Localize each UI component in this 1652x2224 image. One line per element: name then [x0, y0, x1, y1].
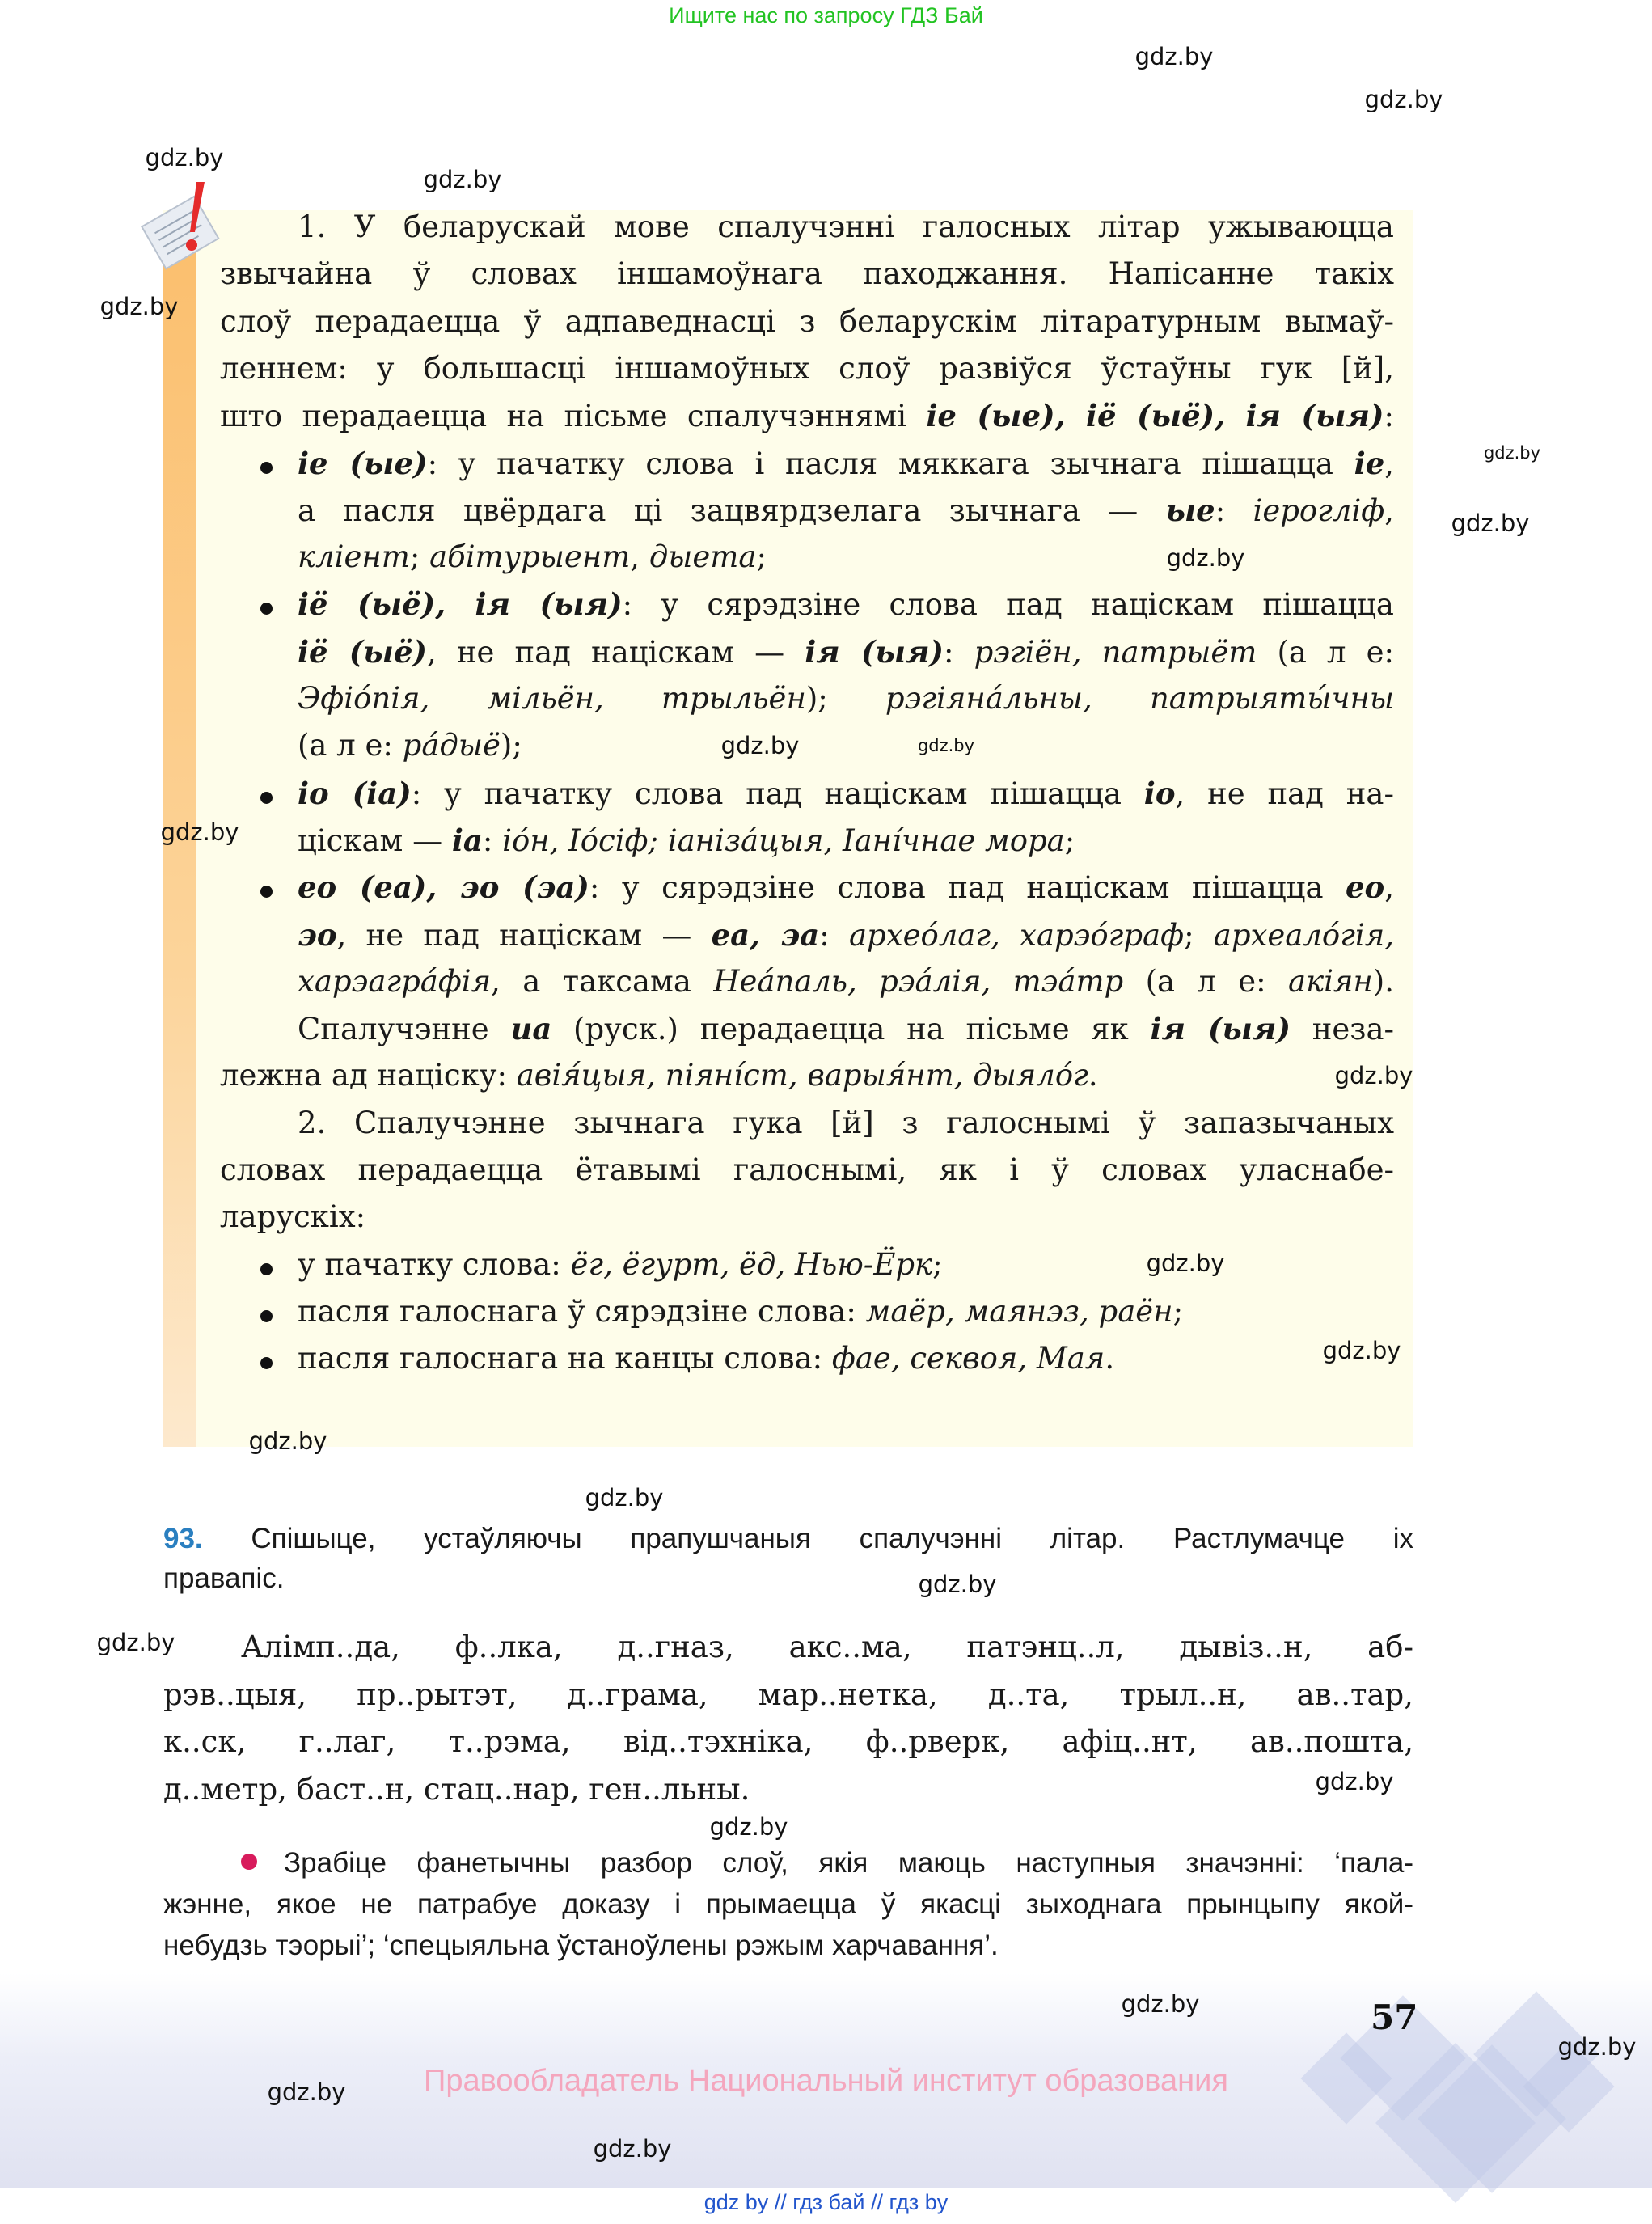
rule-line — [298, 534, 767, 581]
rule-text-run: ларускіх: — [220, 1199, 366, 1235]
rule-text-run: : у сярэдзіне слова пад націскам пішацца — [589, 870, 1346, 906]
rule-text-run: , не пад на- — [1175, 776, 1394, 811]
rule-text-run: : — [819, 917, 849, 953]
example-words: ра́дыё — [402, 728, 501, 763]
letter-combination: іё (ыё), ія (ыя) — [298, 586, 623, 623]
example-words: акіян — [1287, 963, 1373, 999]
task-bullet-icon — [241, 1854, 257, 1870]
rule-text-run: 1. У беларускай мове спалучэнні галосных літар ужываюцца — [298, 209, 1394, 244]
exercise-words-line: Алімп..да, ф..лка, д..гназ, акс..ма, патэнц..л, дывіз..н, аб- — [241, 1630, 1413, 1664]
watermark: gdz.by — [720, 732, 800, 759]
watermark: gdz.by — [1322, 1337, 1401, 1364]
rule-text-run: : у сярэдзіне слова пад націскам пішацца — [622, 587, 1394, 623]
bullet-icon — [260, 792, 273, 804]
rule-text-run: (а л е: — [1257, 634, 1394, 670]
example-words: маёр, маянэз, раён — [865, 1293, 1173, 1329]
rule-text-run: ; — [1172, 1293, 1184, 1329]
watermark: gdz.by — [96, 1629, 175, 1656]
rule-text-run: (а л е: — [298, 728, 403, 763]
exercise-text: Спішыце, устаўляючы прапушчаныя спалучэнні літар. Растлумачце іх — [202, 1523, 1413, 1554]
exercise-words-line: рэв..цыя, пр..рытэт, д..грама, мар..нетка, д..та, трыл..н, ав..тар, — [163, 1676, 1413, 1712]
rule-text-run: (руск.) перадаецца на пісьме як — [551, 1012, 1151, 1047]
watermark: gdz.by — [593, 2135, 672, 2163]
letter-combination: іа — [451, 822, 483, 858]
rule-text-run: неза- — [1290, 1012, 1395, 1047]
rule-text-run: у пачатку слова: — [298, 1246, 571, 1282]
rule-line — [298, 581, 1394, 628]
rule-text-run: пасля галоснага ў сярэдзіне слова: — [298, 1293, 866, 1329]
watermark: gdz.by — [1315, 1768, 1394, 1795]
rule-line — [220, 1194, 365, 1241]
example-words: абітурыент — [429, 539, 631, 575]
example-words: фае, секвоя, Мая — [831, 1341, 1105, 1376]
rule-text-run: ; — [1184, 917, 1214, 953]
rule-line — [298, 770, 1394, 817]
rule-line — [220, 1052, 1098, 1099]
rule-text-run: лежна ад націску: — [220, 1058, 517, 1093]
letter-combination: ые — [1165, 492, 1215, 528]
rule-text-run: леннем: у большасці іншамоўных слоў развіўся ўстаўны гук [й], — [220, 350, 1394, 386]
letter-combination: іо — [1143, 775, 1176, 811]
example-words: іерогліф — [1253, 493, 1385, 528]
example-words: архео́лаг, харэо́граф — [848, 917, 1185, 953]
rule-line — [298, 1288, 1183, 1335]
rule-text-run: : — [944, 634, 974, 670]
rule-line — [298, 958, 1394, 1005]
rule-text-run: ). — [1372, 963, 1394, 999]
rule-line — [298, 204, 1394, 251]
rule-text-run: . — [1105, 1341, 1115, 1376]
watermark: gdz.by — [917, 736, 975, 755]
page-number: 57 — [1371, 1998, 1418, 2037]
exercise-words-line: д..метр, баст..н, стац..нар, ген..льны. — [163, 1771, 750, 1807]
rule-text-run: , а таксама — [491, 963, 714, 999]
task-line: небудзь тэорыі’; ‘спецыяльна ўстаноўлены рэжым харчавання’. — [163, 1930, 999, 1961]
rule-text-run: Спалучэнне — [298, 1012, 511, 1047]
example-words: Эфіо́пія, мільён, трыльён — [298, 681, 806, 716]
rule-text-run: : у пачатку слова пад націскам пішацца — [411, 776, 1144, 811]
example-words: дыета — [649, 539, 757, 575]
rule-line — [220, 251, 1394, 298]
rule-text-run: : — [1384, 399, 1394, 434]
rule-line — [298, 1100, 1394, 1147]
watermark: gdz.by — [585, 1484, 664, 1512]
watermark: gdz.by — [160, 818, 239, 846]
watermark: gdz.by — [145, 144, 224, 171]
letter-combination: іе (ые) — [298, 445, 428, 481]
example-words: рэгіяна́льны, патрыяты́чны — [885, 681, 1394, 716]
rule-line — [298, 675, 1394, 722]
exercise-instruction-line: правапіс. — [163, 1562, 285, 1594]
rule-line — [298, 1335, 1114, 1382]
watermark: gdz.by — [99, 293, 179, 320]
rule-line — [220, 345, 1394, 392]
rule-text-run: , не пад націскам — — [427, 634, 805, 670]
watermark: gdz.by — [1146, 1249, 1225, 1277]
rule-text-run: словах перадаецца ётавымі галоснымі, як і ў словах уласнабе- — [220, 1152, 1394, 1187]
rule-text-run: , — [630, 539, 649, 575]
letter-combination: ія (ыя) — [1150, 1011, 1291, 1047]
example-words: іо́н, Іо́сіф; іаніза́цыя, Іані́чнае мора — [502, 822, 1065, 858]
example-words: рэгіён, патрыёт — [974, 634, 1257, 670]
rule-text-run: ; — [756, 539, 767, 575]
rule-text-run: слоў перадаецца ў адпаведнасці з беларускім літаратурным вымаў- — [220, 303, 1394, 339]
exercise-number: 93. — [163, 1523, 203, 1554]
rule-line — [298, 628, 1394, 675]
watermark: gdz.by — [1451, 509, 1530, 537]
rule-line — [298, 1005, 1394, 1052]
watermark: gdz.by — [918, 1571, 997, 1598]
site-links[interactable]: gdz by // гдз бай // гдз by — [703, 2190, 949, 2214]
letter-combination: иа — [510, 1011, 552, 1047]
watermark: gdz.by — [1166, 544, 1245, 572]
rule-text-run: : у пачатку слова і пасля мяккага зычнага пішацца — [427, 446, 1354, 481]
rule-text-run: 2. Спалучэнне зычнага гука [й] з галоснымі ў запазычаных — [298, 1105, 1394, 1140]
rule-text-run: ; — [932, 1246, 943, 1282]
watermark: gdz.by — [1334, 1062, 1413, 1089]
watermark: gdz.by — [709, 1813, 788, 1841]
rule-text-run: , — [1384, 493, 1394, 528]
rule-text-run: , — [1384, 870, 1395, 906]
watermark: gdz.by — [423, 166, 502, 193]
letter-combination: іе (ые), іё (ыё), ія (ыя) — [926, 398, 1384, 434]
rule-text-run: : — [482, 822, 503, 858]
rule-line — [220, 392, 1394, 439]
rule-text-run: , — [1384, 446, 1395, 481]
letter-combination: іё (ыё) — [298, 633, 427, 670]
letter-combination: іо (іа) — [298, 775, 412, 811]
watermark: gdz.by — [1483, 443, 1541, 463]
watermark: gdz.by — [1557, 2033, 1637, 2061]
rule-text-run: : — [1215, 493, 1253, 528]
rule-text-run: , не пад націскам — — [336, 917, 712, 953]
rule-text-run: ; — [1064, 822, 1075, 858]
copyright-notice: Правообладатель Национальный институт образования — [424, 2064, 1228, 2098]
bullet-icon — [260, 462, 273, 474]
letter-combination: эо — [298, 916, 337, 953]
letter-combination: ео (еа), эо (эа) — [298, 869, 589, 906]
bullet-icon — [260, 1310, 273, 1322]
rule-text-run: ); — [805, 681, 885, 716]
example-words: ёг, ёгурт, ёд, Нью-Ёрк — [570, 1246, 933, 1282]
example-words: кліент — [298, 539, 410, 575]
rule-text-run: звычайна ў словах іншамоўнага паходжання. Напісанне такіх — [220, 256, 1394, 292]
rule-line — [298, 722, 522, 769]
bullet-icon — [260, 1263, 273, 1275]
letter-combination: ія (ыя) — [805, 633, 944, 670]
rule-line — [298, 911, 1394, 958]
rule-line — [298, 1241, 943, 1288]
rule-line — [298, 817, 1075, 864]
exercise-words-line: к..ск, г..лаг, т..рэма, від..тэхніка, ф..рверк, афіц..нт, ав..пошта, — [163, 1724, 1413, 1759]
example-words: археало́гія, — [1213, 917, 1394, 953]
search-hint-link[interactable]: Ищите нас по запросу ГДЗ Бай — [669, 3, 983, 27]
rule-text-run: . — [1088, 1058, 1098, 1093]
rule-line — [220, 298, 1394, 345]
rule-text-run: а пасля цвёрдага ці зацвярдзелага зычнага — — [298, 493, 1166, 528]
watermark: gdz.by — [1134, 43, 1214, 70]
rule-line — [220, 1147, 1394, 1194]
task-line: Зрабіце фанетычны разбор слоў, якія маюць наступныя значэнні: ‘пала- — [284, 1847, 1413, 1879]
rule-text-run: ; — [409, 539, 430, 575]
letter-combination: ео — [1346, 869, 1385, 906]
letter-combination: іе — [1354, 445, 1385, 481]
example-words: авія́цыя, піяні́ст, варыя́нт, дыяло́г — [516, 1058, 1088, 1093]
watermark: gdz.by — [248, 1427, 327, 1455]
rule-text-run: што перадаецца на пісьме спалучэннямі — [220, 399, 927, 434]
rule-text-run: ); — [500, 728, 522, 763]
rule-line — [298, 440, 1394, 487]
rule-text-run: пасля галоснага на канцы слова: — [298, 1341, 832, 1376]
letter-combination: еа, эа — [711, 916, 820, 953]
watermark: gdz.by — [267, 2078, 346, 2106]
watermark: gdz.by — [1121, 1990, 1200, 2018]
rule-line — [298, 487, 1394, 534]
rule-text-run: (а л е: — [1123, 963, 1288, 999]
watermark: gdz.by — [1364, 86, 1443, 113]
exercise-instruction — [163, 1519, 1413, 1558]
rule-text-run: цiскам — — [298, 822, 452, 858]
task-line: жэнне, якое не патрабуе доказу і прымаецца ў якасці зыходнага прынцыпу якой- — [163, 1888, 1413, 1920]
rule-line — [298, 864, 1394, 911]
example-words: Неа́паль, рэа́лія, тэа́тр — [713, 963, 1124, 999]
example-words: харэагра́фія — [298, 963, 492, 999]
